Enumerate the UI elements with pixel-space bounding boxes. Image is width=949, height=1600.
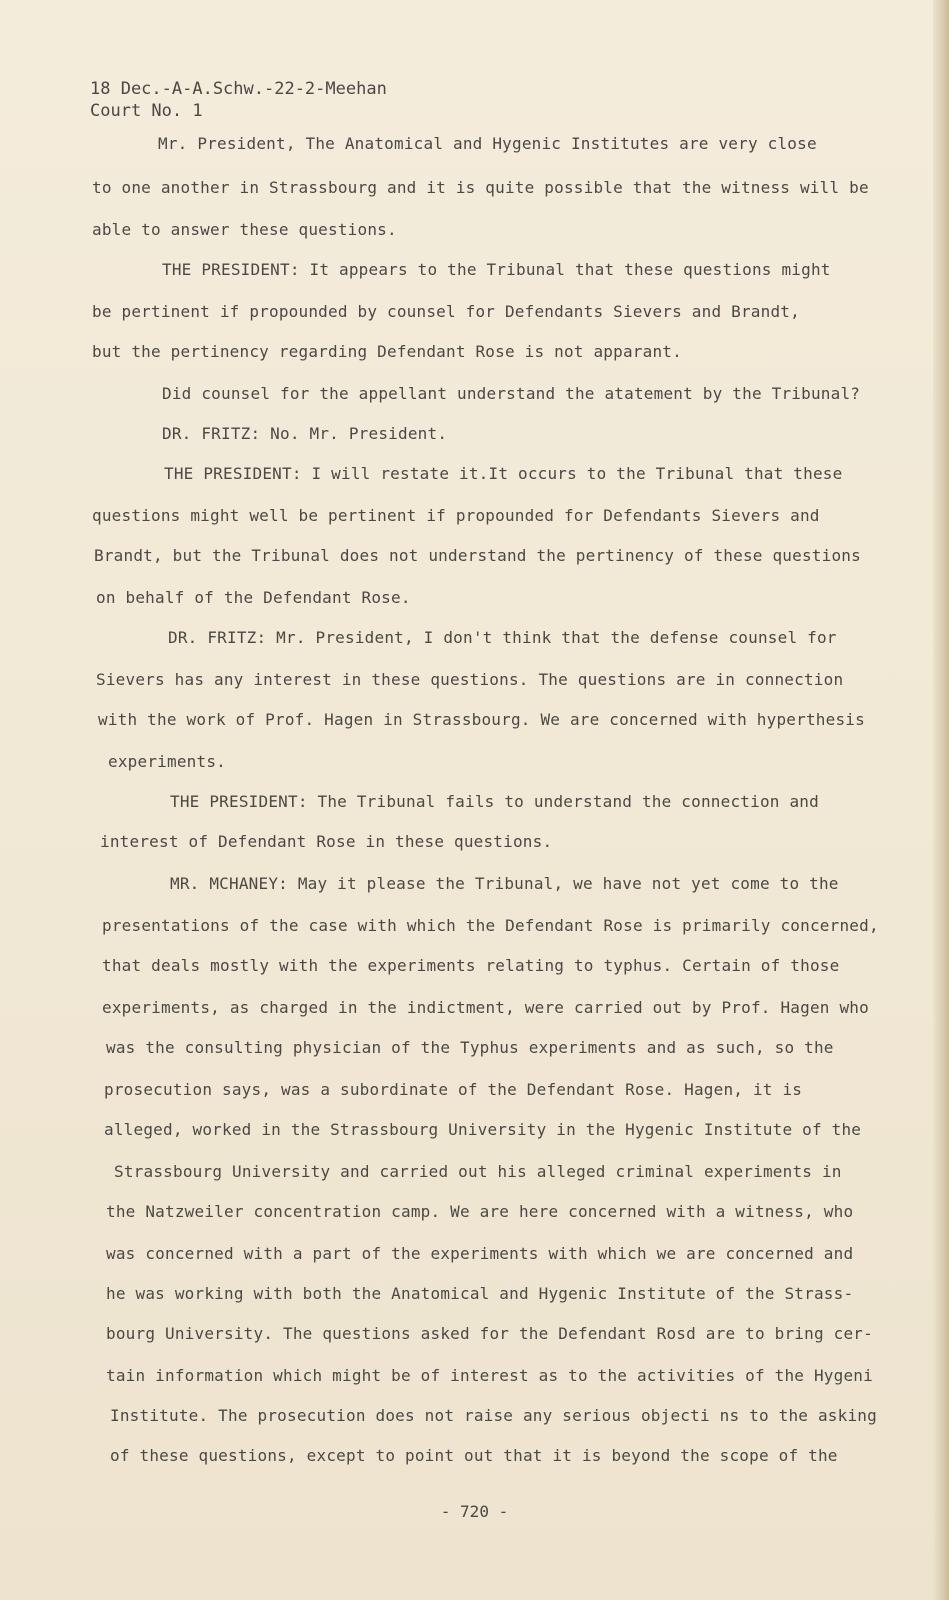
- text-line: that deals mostly with the experiments relating to typhus. Certain of those: [102, 956, 840, 975]
- text-line: Strassbourg University and carried out his alleged criminal experiments in: [114, 1162, 842, 1181]
- page-edge-shadow: [933, 0, 949, 1600]
- text-line: be pertinent if propounded by counsel for Defendants Sievers and Brandt,: [92, 302, 800, 321]
- text-line: MR. MCHANEY: May it please the Tribunal, we have not yet come to the: [170, 874, 839, 893]
- text-line: he was working with both the Anatomical and Hygenic Institute of the Strass-: [106, 1284, 854, 1303]
- text-line: was the consulting physician of the Typhus experiments and as such, so the: [106, 1038, 834, 1057]
- text-line: presentations of the case with which the Defendant Rose is primarily concerned,: [102, 916, 879, 935]
- text-line: was concerned with a part of the experiments with which we are concerned and: [106, 1244, 854, 1263]
- document-header: [90, 78, 387, 122]
- text-line: tain information which might be of interest as to the activities of the Hygeni: [106, 1366, 873, 1385]
- header-reference: 18 Dec.-A-A.Schw.-22-2-Meehan: [90, 79, 387, 99]
- text-line: Institute. The prosecution does not raise any serious objecti ns to the asking: [110, 1406, 877, 1425]
- text-line: Mr. President, The Anatomical and Hygenic Institutes are very close: [158, 134, 817, 153]
- text-line: alleged, worked in the Strassbourg University in the Hygenic Institute of the: [104, 1120, 862, 1139]
- text-line: experiments.: [108, 752, 226, 771]
- text-line: Sievers has any interest in these questions. The questions are in connection: [96, 670, 844, 689]
- text-line: Brandt, but the Tribunal does not understand the pertinency of these questions: [94, 546, 861, 565]
- text-line: experiments, as charged in the indictment, were carried out by Prof. Hagen who: [102, 998, 869, 1017]
- header-court: Court No. 1: [90, 101, 203, 121]
- text-line: to one another in Strassbourg and it is quite possible that the witness will be: [92, 178, 869, 197]
- text-line: DR. FRITZ: Mr. President, I don't think that the defense counsel for: [168, 628, 837, 647]
- text-line: interest of Defendant Rose in these questions.: [100, 832, 553, 851]
- text-line: DR. FRITZ: No. Mr. President.: [162, 424, 448, 443]
- text-line: questions might well be pertinent if propounded for Defendants Sievers and: [92, 506, 820, 525]
- text-line: Did counsel for the appellant understand the atatement by the Tribunal?: [162, 384, 861, 403]
- text-line: on behalf of the Defendant Rose.: [96, 588, 411, 607]
- text-line: with the work of Prof. Hagen in Strassbourg. We are concerned with hyperthesis: [98, 710, 865, 729]
- text-line: able to answer these questions.: [92, 220, 397, 239]
- text-line: THE PRESIDENT: The Tribunal fails to understand the connection and: [170, 792, 819, 811]
- page-number: - 720 -: [440, 1502, 509, 1521]
- text-line: of these questions, except to point out that it is beyond the scope of the: [110, 1446, 838, 1465]
- text-line: THE PRESIDENT: It appears to the Tribunal that these questions might: [162, 260, 831, 279]
- text-line: THE PRESIDENT: I will restate it.It occurs to the Tribunal that these: [164, 464, 843, 483]
- text-line: but the pertinency regarding Defendant Rose is not apparant.: [92, 342, 682, 361]
- text-line: prosecution says, was a subordinate of the Defendant Rose. Hagen, it is: [104, 1080, 803, 1099]
- text-line: the Natzweiler concentration camp. We are here concerned with a witness, who: [106, 1202, 854, 1221]
- text-line: bourg University. The questions asked for the Defendant Rosd are to bring cer-: [106, 1324, 873, 1343]
